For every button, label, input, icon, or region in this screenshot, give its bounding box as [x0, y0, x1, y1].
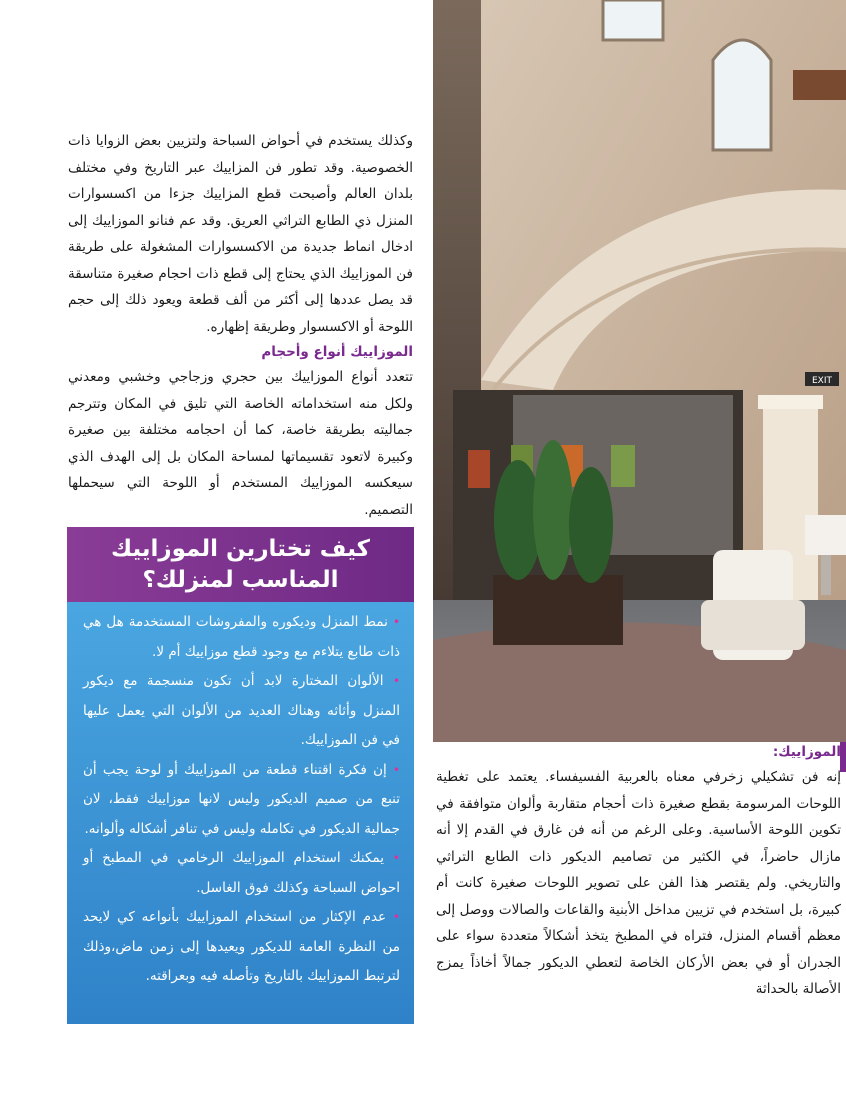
types-paragraph: تتعدد أنواع الموزاييك بين حجري وزجاجي وخشبي ومعدني ولكل منه استخداماته الخاصة التي تليق في المكان وتترجم جماليته بطريقة خاصة، كما أن احجامه مختلفة بين صغيرة وكبيرة لاتعود تقسيماتها لمساحة المكان بل إلى الهدف الذي سيعكسه الموزاييك المستخدم أو اللوحة التي سيحملها التصميم. — [68, 369, 413, 518]
tip-item — [83, 608, 400, 667]
tip-text: الألوان المختارة لابد أن تكون منسجمة مع ديكور المنزل وأثاثه وهناك العديد من الألوان التي يعمل عليها في فن الموزاييك. — [83, 673, 400, 748]
bullet-icon: • — [392, 910, 400, 924]
tips-list — [67, 602, 414, 1024]
interior-photo — [433, 0, 846, 742]
tip-text: نمط المنزل وديكوره والمفروشات المستخدمة هل هي ذات طابع يتلاءم مع وجود قطع موزاييك أم لا. — [83, 614, 400, 660]
types-sizes-heading: الموزاييك أنواع وأحجام — [261, 344, 413, 360]
tip-text: عدم الإكثار من استخدام الموزاييك بأنواعه كي لايحد من النظرة العامة للديكور ويعيدها إلى زمن ماض،وذلك لترتبط الموزاييك بالتاريخ وتأصله فيه وبعراقته. — [83, 909, 400, 984]
intro-paragraph: وكذلك يستخدم في أحواض السباحة ولتزيين بعض الزوايا ذات الخصوصية. وقد تطور فن المزاييك عبر التاريخ وفي مختلف بلدان العالم وأصبحت قطع المزاييك جزءا من اكسسوارات المنزل ذي الطابع التراثي العريق. وقد عم فنانو الموزاييك إلى ادخال انماط جديدة من الاكسسوارات المشغولة على طريقة فن الموزاييك الذي يحتاج إلى قطع ذات احجام صغيرة متناسقة قد يصل عددها إلى أكثر من ألف قطعة ويعود ذلك إلى حجم اللوحة أو الاكسسوار وطريقة إظهاره. — [68, 133, 413, 335]
tip-item — [83, 667, 400, 756]
bullet-icon: • — [392, 851, 400, 865]
bullet-icon: • — [392, 762, 400, 777]
tip-item — [83, 844, 400, 903]
mosaic-paragraph: إنه فن تشكيلي زخرفي معناه بالعربية الفسيفساء. يعتمد على تغطية اللوحات المرسومة بقطع صغيرة ذات أحجام متقاربة وألوان متوافقة في تكوين اللوحة الأساسية. وعلى الرغم من أنه فن غارق في القدم إلا أنه مازال حاضراً، في الكثير من تصاميم الديكور ذات الطابع التراثي والتاريخي. ولم يقتصر هذا الفن على تصوير اللوحات صغيرة كانت أم كبيرة، بل استخدم في تزيين مداخل الأبنية والقاعات والصالات ووصل إلى معظم أقسام المنزل، فتراه في المطبخ يتخذ أشكالاً متعددة سواء على الجدران أو في بعض الأركان الخاصة لتعطي الديكور جمالاً أخاذاً يمزج الأصالة بالحداثة — [436, 769, 841, 997]
mosaic-heading: الموزاييك: — [772, 744, 841, 760]
tip-item — [83, 756, 400, 845]
bullet-icon: • — [392, 615, 401, 629]
tips-title-line-1: كيف تختارين الموزاييك — [111, 535, 370, 562]
exit-sign: EXIT — [811, 376, 833, 386]
tip-item — [83, 903, 400, 992]
right-column — [436, 740, 841, 1003]
tips-box — [67, 527, 414, 1024]
tip-text: إن فكرة اقتناء قطعة من الموزاييك أو لوحة يجب أن تنبع من صميم الديكور وليس لانها موزاييك فقط، لان جمالية الديكور في تكامله وليس في تنافر أشكاله وألوانه. — [83, 761, 400, 837]
left-column — [68, 128, 413, 523]
tips-box-title — [67, 527, 414, 602]
tip-text: يمكنك استخدام الموزاييك الرخامي في المطبخ أو احواض السباحة وكذلك فوق الغاسل. — [83, 850, 400, 896]
tips-title-line-2: المناسب لمنزلك؟ — [142, 566, 339, 593]
bullet-icon: • — [392, 674, 401, 688]
